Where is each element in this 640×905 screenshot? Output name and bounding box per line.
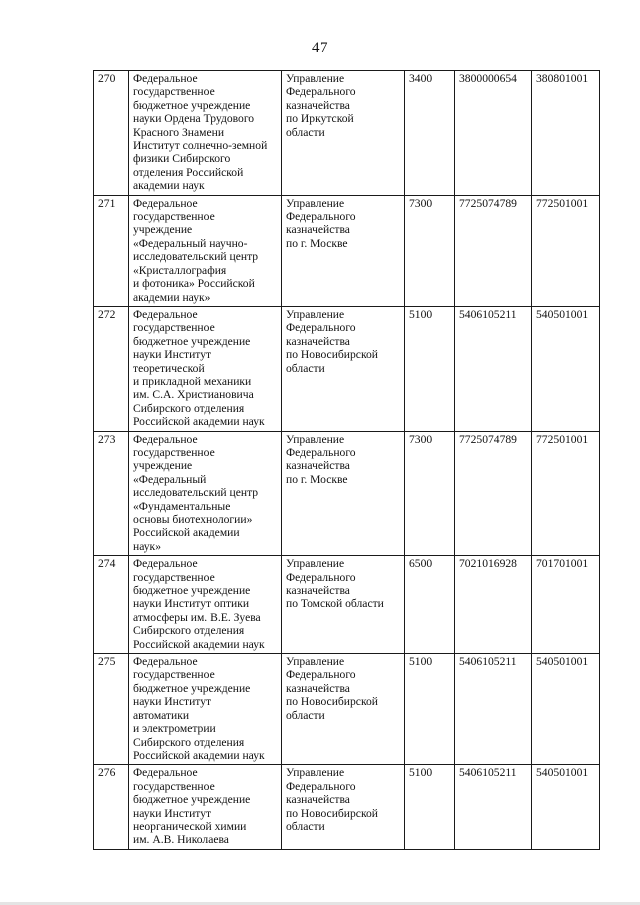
kpp-value: 380801001	[532, 71, 600, 196]
table-row	[94, 765, 600, 849]
inn-value: 3800000654	[455, 71, 532, 196]
row-number: 276	[94, 765, 129, 849]
kpp-value: 772501001	[532, 195, 600, 306]
row-number: 270	[94, 71, 129, 196]
institution-name: Федеральное государственное бюджетное учреждение науки Институт теоретической и прикладной механики им. С.А. Христиановича Сибирского отделения Российской академии наук	[129, 306, 282, 431]
row-number: 274	[94, 556, 129, 654]
page-number: 47	[312, 40, 328, 56]
inn-value: 7021016928	[455, 556, 532, 654]
row-number: 271	[94, 195, 129, 306]
treasury-code: 5100	[405, 654, 455, 765]
table-row	[94, 195, 600, 306]
treasury-office: Управление Федерального казначейства по Новосибирской области	[282, 306, 405, 431]
kpp-value: 772501001	[532, 431, 600, 556]
treasury-code: 7300	[405, 195, 455, 306]
treasury-office: Управление Федерального казначейства по Томской области	[282, 556, 405, 654]
treasury-code: 3400	[405, 71, 455, 196]
treasury-office: Управление Федерального казначейства по Иркутской области	[282, 71, 405, 196]
inn-value: 7725074789	[455, 431, 532, 556]
treasury-office: Управление Федерального казначейства по г. Москве	[282, 431, 405, 556]
treasury-office: Управление Федерального казначейства по Новосибирской области	[282, 654, 405, 765]
inn-value: 7725074789	[455, 195, 532, 306]
table-row	[94, 654, 600, 765]
kpp-value: 540501001	[532, 306, 600, 431]
institution-name: Федеральное государственное учреждение «Федеральный научно- исследовательский центр «Кристаллография и фотоника» Российской академии наук»	[129, 195, 282, 306]
row-number: 273	[94, 431, 129, 556]
inn-value: 5406105211	[455, 306, 532, 431]
row-number: 272	[94, 306, 129, 431]
treasury-code: 7300	[405, 431, 455, 556]
table-row	[94, 431, 600, 556]
treasury-code: 5100	[405, 306, 455, 431]
institution-name: Федеральное государственное бюджетное учреждение науки Ордена Трудового Красного Знамени Институт солнечно-земной физики Сибирского отделения Российской академии наук	[129, 71, 282, 196]
table-row	[94, 556, 600, 654]
institution-name: Федеральное государственное учреждение «Федеральный исследовательский центр «Фундаментальные основы биотехнологии» Российской академии наук»	[129, 431, 282, 556]
kpp-value: 540501001	[532, 765, 600, 849]
row-number: 275	[94, 654, 129, 765]
table-row	[94, 306, 600, 431]
kpp-value: 540501001	[532, 654, 600, 765]
inn-value: 5406105211	[455, 765, 532, 849]
table-row	[94, 71, 600, 196]
inn-value: 5406105211	[455, 654, 532, 765]
institutions-table	[93, 70, 600, 850]
kpp-value: 701701001	[532, 556, 600, 654]
treasury-office: Управление Федерального казначейства по г. Москве	[282, 195, 405, 306]
institution-name: Федеральное государственное бюджетное учреждение науки Институт автоматики и электрометрии Сибирского отделения Российской академии наук	[129, 654, 282, 765]
institution-name: Федеральное государственное бюджетное учреждение науки Институт неорганической химии им. А.В. Николаева	[129, 765, 282, 849]
institution-name: Федеральное государственное бюджетное учреждение науки Институт оптики атмосферы им. В.Е. Зуева Сибирского отделения Российской академии наук	[129, 556, 282, 654]
treasury-code: 6500	[405, 556, 455, 654]
treasury-office: Управление Федерального казначейства по Новосибирской области	[282, 765, 405, 849]
treasury-code: 5100	[405, 765, 455, 849]
